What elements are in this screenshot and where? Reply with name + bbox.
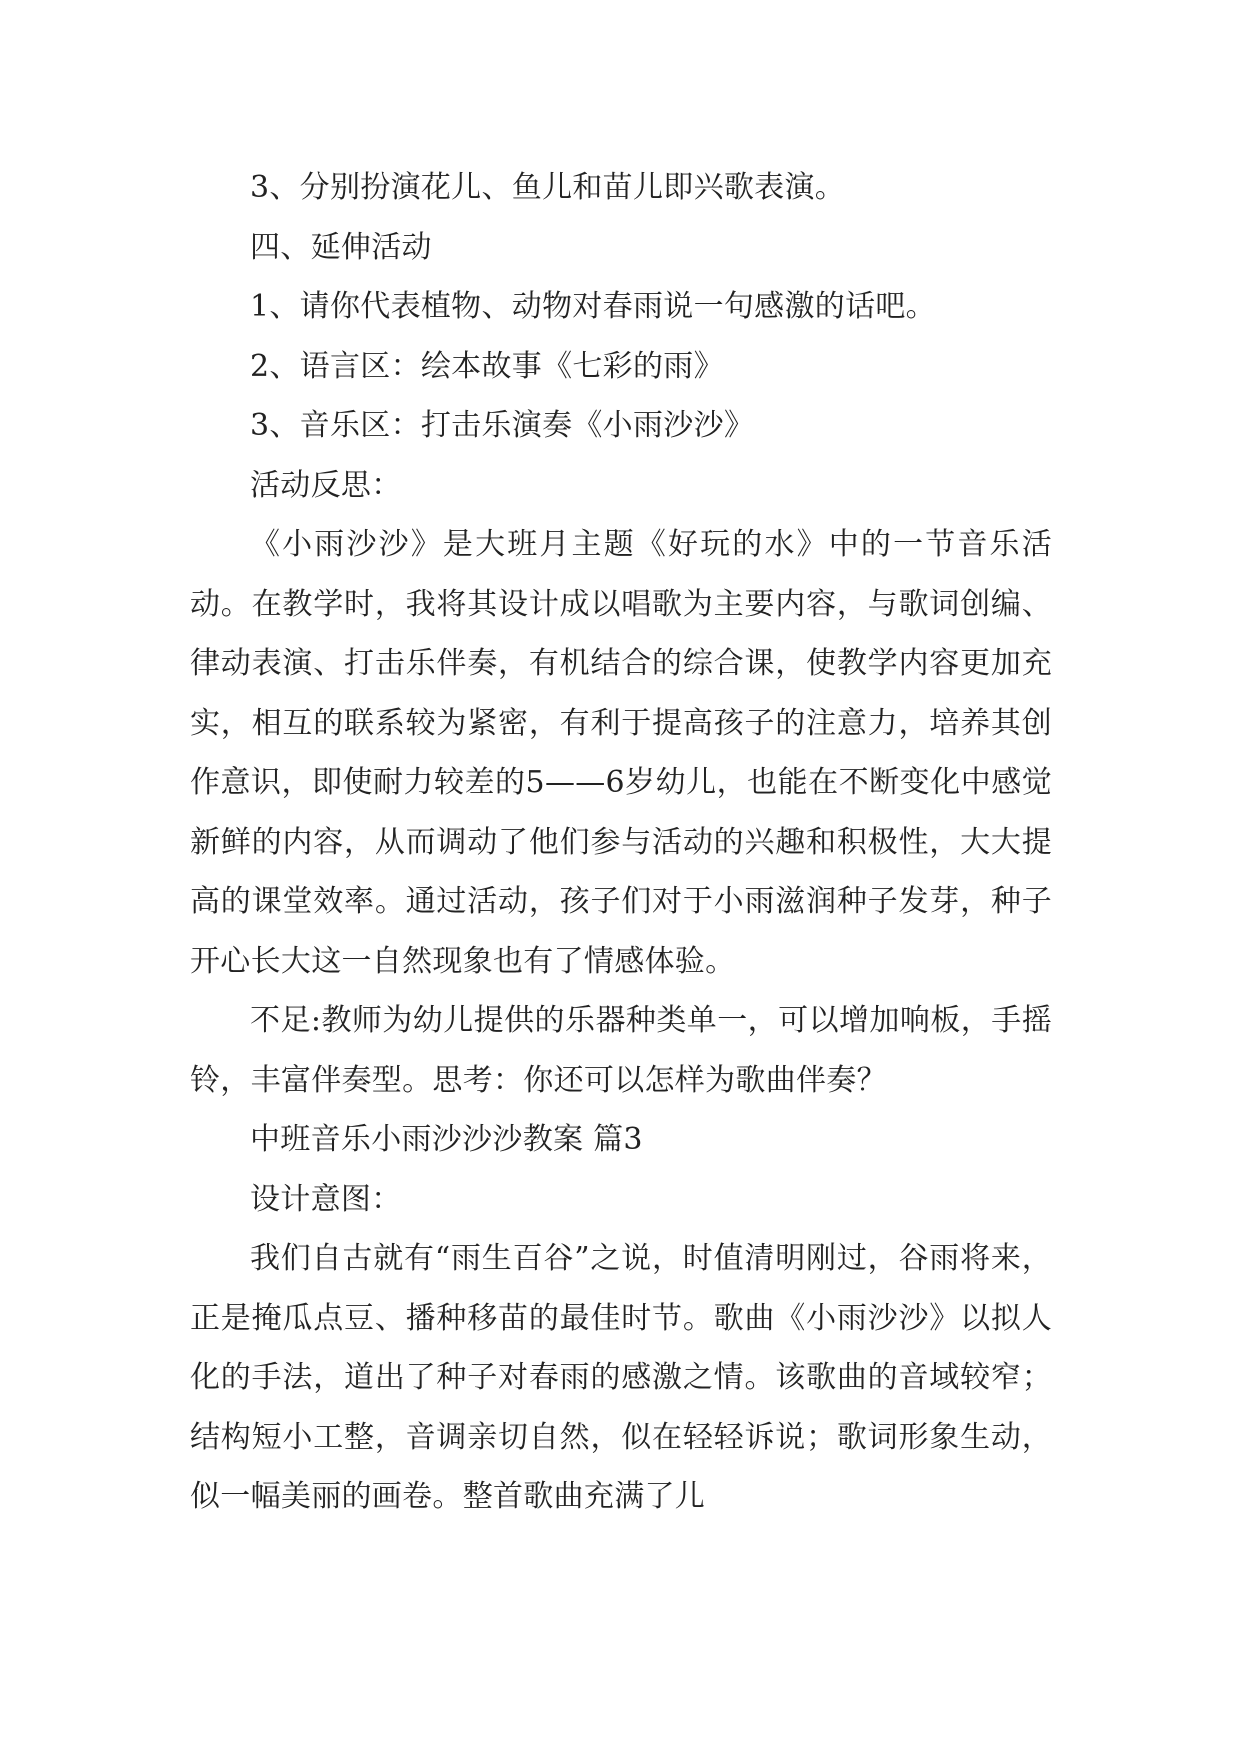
section-heading-design-intent: 设计意图： — [250, 1181, 402, 1217]
section-title-lesson-3: 中班音乐小雨沙沙沙教案 篇3 — [250, 1122, 643, 1157]
paragraph-design-intent: 我们自古就有“雨生百谷”之说，时值清明刚过，谷雨将来，正是掩瓜点豆、播种移苗的最佳时节。歌曲《小雨沙沙》以拟人化的手法，道出了种子对春雨的感激之情。该歌曲的音域较窄；结构短小工整，音调亲切自然，似在轻轻诉说；歌词形象生动，似一幅美丽的画卷。整首歌曲充满了儿 — [190, 1241, 1052, 1514]
paragraph-shortcomings: 不足:教师为幼儿提供的乐器种类单一，可以增加响板，手摇铃，丰富伴奏型。思考：你还可以怎样为歌曲伴奏？ — [190, 1003, 1052, 1098]
section-heading-extension: 四、延伸活动 — [250, 229, 432, 265]
paragraph-extension-3: 3、音乐区：打击乐演奏《小雨沙沙》 — [250, 408, 755, 443]
section-heading-reflection: 活动反思： — [250, 467, 402, 503]
paragraph-reflection: 《小雨沙沙》是大班月主题《好玩的水》中的一节音乐活动。在教学时，我将其设计成以唱歌为主要内容，与歌词创编、律动表演、打击乐伴奏，有机结合的综合课，使教学内容更加充实，相互的联系较为紧密，有利于提高孩子的注意力，培养其创作意识，即使耐力较差的5——6岁幼儿，也能在不断变化中感觉新鲜的内容，从而调动了他们参与活动的兴趣和积极性，大大提高的课堂效率。通过活动，孩子们对于小雨滋润种子发芽，种子开心长大这一自然现象也有了情感体验。 — [190, 527, 1052, 979]
document-body — [190, 158, 1052, 1527]
paragraph-activity-3: 3、分别扮演花儿、鱼儿和苗儿即兴歌表演。 — [250, 170, 846, 205]
paragraph-extension-1: 1、请你代表植物、动物对春雨说一句感激的话吧。 — [250, 289, 936, 324]
paragraph-extension-2: 2、语言区：绘本故事《七彩的雨》 — [250, 348, 724, 384]
